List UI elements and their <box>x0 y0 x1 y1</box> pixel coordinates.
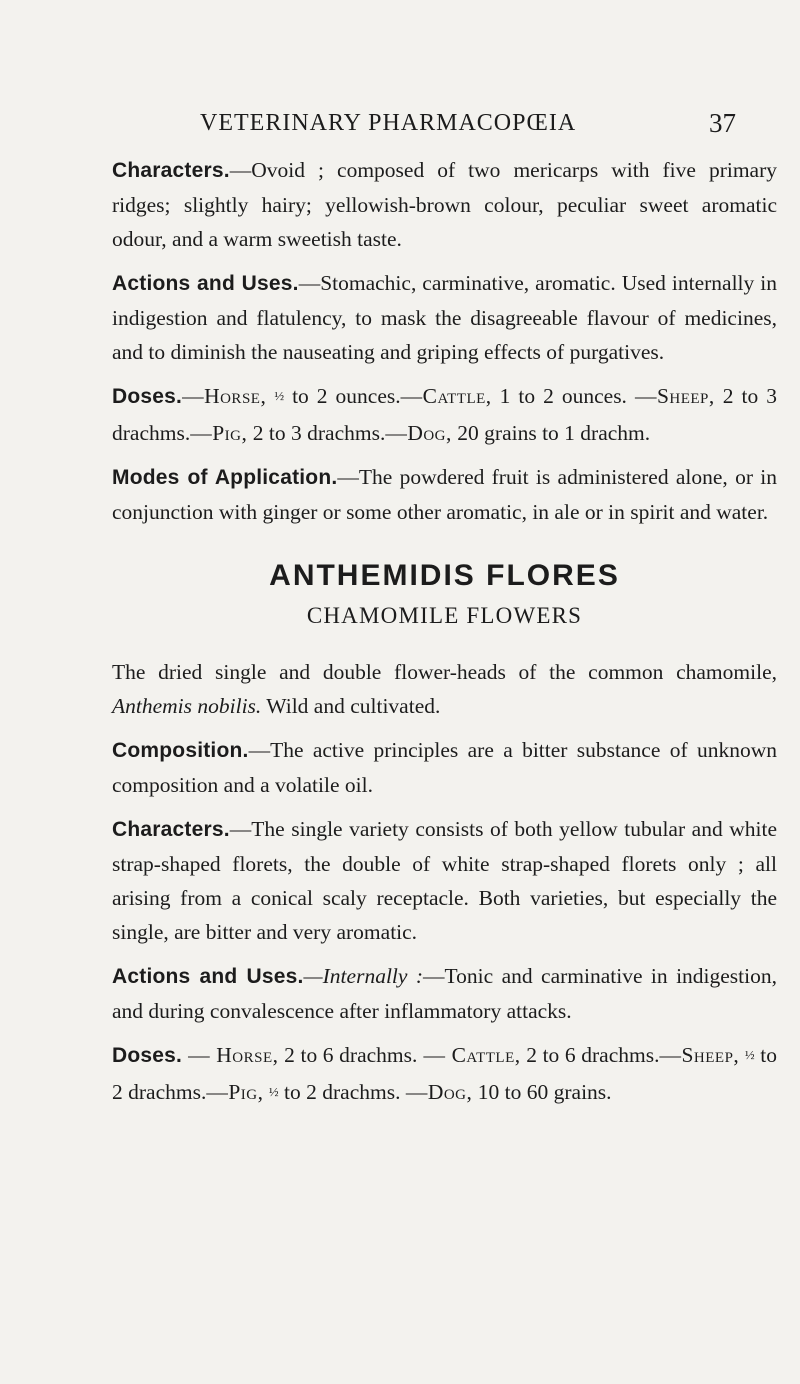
animal-label: — Horse, <box>182 1043 279 1067</box>
paragraph-text: —Stomachic, carminative, aromatic. Used internally in indigestion and flatulency, to mask the disagreeable flavour of medicines, and to diminish the nauseating and griping effects of purgatives. <box>112 271 777 364</box>
modes-of-application-paragraph <box>112 460 777 529</box>
dose-text: 1 to 2 ounces. <box>491 384 627 408</box>
fraction: ½ <box>268 1084 279 1099</box>
actions-uses-paragraph <box>112 959 777 1028</box>
dose-text: to 2 drachms. <box>278 1080 401 1104</box>
page-number: 37 <box>709 108 736 138</box>
intro-paragraph <box>112 655 777 723</box>
fraction: ½ <box>744 1047 755 1062</box>
paragraph-heading: Actions and Uses. <box>112 272 299 295</box>
animal-label: —Dog, <box>405 1080 473 1104</box>
fraction: ½ <box>274 388 285 403</box>
animal-label: — Cattle, <box>417 1043 521 1067</box>
section-title: ANTHEMIDIS FLORES <box>269 559 620 592</box>
running-title: VETERINARY PHARMACOPŒIA <box>200 110 577 136</box>
running-head <box>0 110 800 150</box>
doses-paragraph <box>112 1038 777 1112</box>
dose-text: 10 to 60 grains. <box>472 1080 612 1104</box>
latin-name: Anthemis nobilis. <box>112 694 262 718</box>
paragraph-text: Wild and cultivated. <box>261 694 441 718</box>
paragraph-heading: Doses. <box>112 385 183 408</box>
animal-label: —Pig, <box>190 421 248 445</box>
dose-text: 2 to 6 drachms. <box>520 1043 660 1067</box>
animal-label: —Sheep, <box>634 384 715 408</box>
internally-label: —Internally : <box>303 964 424 988</box>
paragraph-heading: Characters. <box>112 818 230 841</box>
paragraph-text: The dried single and double flower-heads of the common chamomile, <box>112 660 777 684</box>
section-subtitle: CHAMOMILE FLOWERS <box>306 603 583 628</box>
paragraph-text: —The active principles are a bitter substance of unknown composition and a volatile oil. <box>112 738 777 797</box>
dose-text: to 2 drachms. <box>112 1043 777 1104</box>
animal-label: —Horse, <box>182 384 267 408</box>
actions-uses-paragraph <box>112 266 777 369</box>
animal-label: —Sheep, <box>659 1043 740 1067</box>
paragraph-text: —The powdered fruit is administered alone, or in conjunction with ginger or some other aromatic, in ale or in spirit and water. <box>112 465 777 524</box>
dose-text: to 2 ounces. <box>284 384 401 408</box>
characters-paragraph <box>112 153 777 256</box>
paragraph-heading: Composition. <box>112 739 249 762</box>
paragraph-text: —Ovoid ; composed of two mericarps with five primary ridges; slightly hairy; yellowish-brown colour, peculiar sweet aromatic odour, and a warm sweetish taste. <box>112 158 777 251</box>
page-body <box>112 153 777 1122</box>
dose-text: 2 to 3 drachms. <box>247 421 386 445</box>
animal-label: —Dog, <box>385 421 452 445</box>
paragraph-text: —Tonic and carminative in indigestion, and during convalescence after inflammatory attacks. <box>112 964 777 1023</box>
paragraph-heading: Doses. <box>112 1044 183 1067</box>
paragraph-heading: Characters. <box>112 159 230 182</box>
characters-paragraph <box>112 812 777 949</box>
dose-text: 20 grains to 1 drachm. <box>451 421 651 445</box>
animal-label: —Cattle, <box>400 384 492 408</box>
doses-paragraph <box>112 379 777 450</box>
dose-text: 2 to 3 drachms. <box>112 384 777 445</box>
paragraph-heading: Actions and Uses. <box>112 965 304 988</box>
paragraph-text: —The single variety consists of both yellow tubular and white strap-shaped florets, the double of white strap-shaped florets only ; all arising from a conical scaly receptacle. Both varieties, but especially the single, are bitter and very aromatic. <box>112 817 777 944</box>
composition-paragraph <box>112 733 777 802</box>
paragraph-heading: Modes of Application. <box>112 466 338 489</box>
dose-text: 2 to 6 drachms. <box>278 1043 418 1067</box>
animal-label: —Pig, <box>206 1080 264 1104</box>
